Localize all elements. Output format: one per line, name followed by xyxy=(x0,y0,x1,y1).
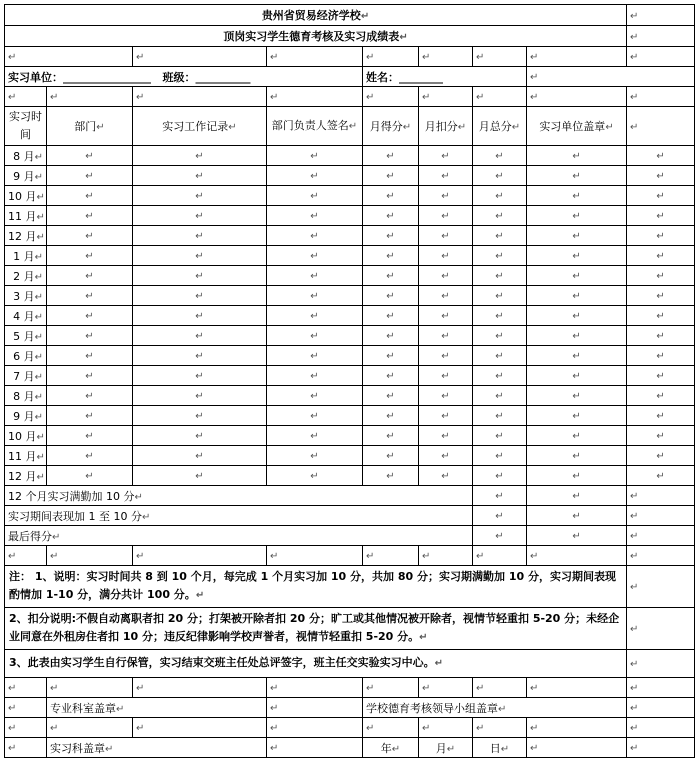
month-row xyxy=(5,466,695,486)
header-signer: 部门负责人签名↵ xyxy=(267,107,363,146)
month-row xyxy=(5,346,695,366)
record-cell[interactable]: ↵ xyxy=(133,266,267,286)
blank-cell: ↵ xyxy=(627,738,695,758)
stamp-cell[interactable]: ↵ xyxy=(527,226,627,246)
stamp-cell[interactable]: ↵ xyxy=(527,206,627,226)
month-label: 12 月↵ xyxy=(5,466,47,486)
month-label: 10 月↵ xyxy=(5,426,47,446)
blank-cell: ↵ xyxy=(363,47,419,67)
blank-cell: ↵ xyxy=(627,326,695,346)
deduct-cell[interactable]: ↵ xyxy=(419,446,473,466)
blank-cell: ↵ xyxy=(5,698,47,718)
header-month-deduct: 月扣分↵ xyxy=(419,107,473,146)
month-row xyxy=(5,426,695,446)
month-row xyxy=(5,206,695,226)
deduct-cell[interactable]: ↵ xyxy=(419,466,473,486)
blank-cell: ↵ xyxy=(527,738,627,758)
blank-cell: ↵ xyxy=(5,546,47,566)
total-cell[interactable]: ↵ xyxy=(473,386,527,406)
month-row xyxy=(5,406,695,426)
date-month[interactable]: 月↵ xyxy=(419,738,473,758)
signer-cell[interactable]: ↵ xyxy=(267,206,363,226)
blank-cell: ↵ xyxy=(627,366,695,386)
summary-performance-value[interactable]: ↵ xyxy=(473,506,527,526)
signer-cell[interactable]: ↵ xyxy=(267,146,363,166)
dept-cell[interactable]: ↵ xyxy=(47,326,133,346)
blank-cell: ↵ xyxy=(527,506,627,526)
blank-cell: ↵ xyxy=(627,386,695,406)
total-cell[interactable]: ↵ xyxy=(473,166,527,186)
signer-cell[interactable]: ↵ xyxy=(267,246,363,266)
blank-cell: ↵ xyxy=(267,718,363,738)
blank-cell: ↵ xyxy=(5,718,47,738)
unit-blank[interactable]: ________________ xyxy=(63,70,151,84)
dept-cell[interactable]: ↵ xyxy=(47,266,133,286)
blank-cell: ↵ xyxy=(627,87,695,107)
blank-cell: ↵ xyxy=(5,87,47,107)
record-cell[interactable]: ↵ xyxy=(133,366,267,386)
note-3: 3、此表由实习学生自行保管，实习结束交班主任处总评签字，班主任交实验实习中心。↵ xyxy=(5,650,627,678)
stamp-cell[interactable]: ↵ xyxy=(527,386,627,406)
total-cell[interactable]: ↵ xyxy=(473,286,527,306)
signer-cell[interactable]: ↵ xyxy=(267,186,363,206)
blank-cell: ↵ xyxy=(627,146,695,166)
score-cell[interactable]: ↵ xyxy=(363,166,419,186)
month-label: 7 月↵ xyxy=(5,366,47,386)
dept-cell[interactable]: ↵ xyxy=(47,246,133,266)
note-2: 2、扣分说明:不假自动离职者扣 20 分；打架被开除者扣 20 分；旷工或其他情况被开除者，视情节轻重扣 5-20 分；未经企业同意在外租房住者扣 10 分；违反纪律影响学校声誉者，视情节轻重扣 5-20 分。↵ xyxy=(5,608,627,650)
edge-cell: ↵ xyxy=(627,5,695,26)
month-label: 11 月↵ xyxy=(5,446,47,466)
month-label: 4 月↵ xyxy=(5,306,47,326)
score-cell[interactable]: ↵ xyxy=(363,306,419,326)
blank-cell: ↵ xyxy=(627,306,695,326)
score-cell[interactable]: ↵ xyxy=(363,386,419,406)
month-row xyxy=(5,326,695,346)
signer-cell[interactable]: ↵ xyxy=(267,346,363,366)
blank-cell: ↵ xyxy=(419,47,473,67)
blank-cell: ↵ xyxy=(627,678,695,698)
blank-cell: ↵ xyxy=(363,546,419,566)
month-row xyxy=(5,366,695,386)
deduct-cell[interactable]: ↵ xyxy=(419,266,473,286)
month-row xyxy=(5,246,695,266)
header-time: 实习时间 xyxy=(5,107,47,146)
score-cell[interactable]: ↵ xyxy=(363,206,419,226)
blank-cell: ↵ xyxy=(627,286,695,306)
dept-cell[interactable]: ↵ xyxy=(47,466,133,486)
blank-cell: ↵ xyxy=(627,466,695,486)
blank-cell: ↵ xyxy=(473,678,527,698)
dept-cell[interactable]: ↵ xyxy=(47,146,133,166)
blank-cell: ↵ xyxy=(627,47,695,67)
total-cell[interactable]: ↵ xyxy=(473,146,527,166)
stamp-cell[interactable]: ↵ xyxy=(527,246,627,266)
stamp-cell[interactable]: ↵ xyxy=(527,326,627,346)
record-cell[interactable]: ↵ xyxy=(133,426,267,446)
month-row xyxy=(5,146,695,166)
stamp-cell[interactable]: ↵ xyxy=(527,286,627,306)
blank-cell: ↵ xyxy=(527,546,627,566)
practice-stamp-label: 实习科盖章↵ xyxy=(47,738,267,758)
total-cell[interactable]: ↵ xyxy=(473,426,527,446)
record-cell[interactable]: ↵ xyxy=(133,186,267,206)
stamp-cell[interactable]: ↵ xyxy=(527,306,627,326)
blank-cell: ↵ xyxy=(267,546,363,566)
deduct-cell[interactable]: ↵ xyxy=(419,206,473,226)
record-cell[interactable]: ↵ xyxy=(133,286,267,306)
blank-cell: ↵ xyxy=(627,346,695,366)
blank-cell: ↵ xyxy=(627,186,695,206)
unit-class-row: 实习单位：________________ 班级：__________ xyxy=(5,67,363,87)
blank-cell: ↵ xyxy=(473,47,527,67)
month-label: 6 月↵ xyxy=(5,346,47,366)
total-cell[interactable]: ↵ xyxy=(473,266,527,286)
signer-cell[interactable]: ↵ xyxy=(267,306,363,326)
score-cell[interactable]: ↵ xyxy=(363,406,419,426)
total-cell[interactable]: ↵ xyxy=(473,246,527,266)
blank-cell: ↵ xyxy=(627,608,695,650)
blank-cell: ↵ xyxy=(473,546,527,566)
blank-cell: ↵ xyxy=(267,47,363,67)
blank-cell: ↵ xyxy=(473,718,527,738)
stamp-cell[interactable]: ↵ xyxy=(527,186,627,206)
note-1: 注： 1、说明：实习时间共 8 到 10 个月，每完成 1 个月实习加 10 分，共加 80 分；实习期满勤加 10 分，实习期间表现酌情加 1-10 分，满分共计 100 分。↵ xyxy=(5,566,627,608)
month-label: 12 月↵ xyxy=(5,226,47,246)
blank-cell: ↵ xyxy=(363,87,419,107)
blank-cell: ↵ xyxy=(267,738,363,758)
dept-cell[interactable]: ↵ xyxy=(47,166,133,186)
blank-cell: ↵ xyxy=(527,718,627,738)
month-row xyxy=(5,166,695,186)
score-cell[interactable]: ↵ xyxy=(363,186,419,206)
dept-cell[interactable]: ↵ xyxy=(47,426,133,446)
deduct-cell[interactable]: ↵ xyxy=(419,166,473,186)
blank-cell: ↵ xyxy=(627,426,695,446)
blank-cell: ↵ xyxy=(627,698,695,718)
total-cell[interactable]: ↵ xyxy=(473,206,527,226)
deduct-cell[interactable]: ↵ xyxy=(419,366,473,386)
blank-cell: ↵ xyxy=(267,698,363,718)
edge-cell: ↵ xyxy=(627,26,695,47)
blank-cell: ↵ xyxy=(5,47,133,67)
month-row xyxy=(5,446,695,466)
month-row xyxy=(5,306,695,326)
record-cell[interactable]: ↵ xyxy=(133,346,267,366)
month-row xyxy=(5,286,695,306)
blank-cell: ↵ xyxy=(627,566,695,608)
month-label: 2 月↵ xyxy=(5,266,47,286)
month-label: 9 月↵ xyxy=(5,406,47,426)
month-row xyxy=(5,226,695,246)
blank-cell: ↵ xyxy=(627,506,695,526)
score-cell[interactable]: ↵ xyxy=(363,346,419,366)
blank-cell: ↵ xyxy=(627,718,695,738)
score-cell[interactable]: ↵ xyxy=(363,226,419,246)
signer-cell[interactable]: ↵ xyxy=(267,446,363,466)
stamp-cell[interactable]: ↵ xyxy=(527,346,627,366)
dept-cell[interactable]: ↵ xyxy=(47,386,133,406)
record-cell[interactable]: ↵ xyxy=(133,306,267,326)
blank-cell: ↵ xyxy=(5,678,47,698)
score-cell[interactable]: ↵ xyxy=(363,266,419,286)
stamp-cell[interactable]: ↵ xyxy=(527,406,627,426)
dept-cell[interactable]: ↵ xyxy=(47,366,133,386)
stamp-cell[interactable]: ↵ xyxy=(527,146,627,166)
date-day[interactable]: 日↵ xyxy=(473,738,527,758)
month-label: 9 月↵ xyxy=(5,166,47,186)
blank-cell: ↵ xyxy=(267,678,363,698)
month-label: 10 月↵ xyxy=(5,186,47,206)
blank-cell: ↵ xyxy=(133,546,267,566)
dept-cell[interactable]: ↵ xyxy=(47,226,133,246)
deduct-cell[interactable]: ↵ xyxy=(419,226,473,246)
blank-cell: ↵ xyxy=(267,87,363,107)
blank-cell: ↵ xyxy=(527,526,627,546)
school-title: 贵州省贸易经济学校↵ xyxy=(5,5,627,26)
total-cell[interactable]: ↵ xyxy=(473,446,527,466)
record-cell[interactable]: ↵ xyxy=(133,326,267,346)
date-year[interactable]: 年↵ xyxy=(363,738,419,758)
score-cell[interactable]: ↵ xyxy=(363,426,419,446)
blank-cell: ↵ xyxy=(527,87,627,107)
blank-cell: ↵ xyxy=(419,678,473,698)
blank-cell: ↵ xyxy=(47,546,133,566)
signer-cell[interactable]: ↵ xyxy=(267,226,363,246)
deduct-cell[interactable]: ↵ xyxy=(419,246,473,266)
stamp-cell[interactable]: ↵ xyxy=(527,466,627,486)
record-cell[interactable]: ↵ xyxy=(133,466,267,486)
deduct-cell[interactable]: ↵ xyxy=(419,306,473,326)
deduct-cell[interactable]: ↵ xyxy=(419,146,473,166)
deduct-cell[interactable]: ↵ xyxy=(419,346,473,366)
month-label: 1 月↵ xyxy=(5,246,47,266)
blank-cell: ↵ xyxy=(527,678,627,698)
score-cell[interactable]: ↵ xyxy=(363,146,419,166)
month-label: 3 月↵ xyxy=(5,286,47,306)
record-cell[interactable]: ↵ xyxy=(133,386,267,406)
total-cell[interactable]: ↵ xyxy=(473,186,527,206)
score-cell[interactable]: ↵ xyxy=(363,286,419,306)
stamp-cell[interactable]: ↵ xyxy=(527,166,627,186)
stamp-cell[interactable]: ↵ xyxy=(527,426,627,446)
name-blank[interactable]: ________ xyxy=(399,70,443,84)
header-month-score: 月得分↵ xyxy=(363,107,419,146)
record-cell[interactable]: ↵ xyxy=(133,246,267,266)
deduct-cell[interactable]: ↵ xyxy=(419,386,473,406)
total-cell[interactable]: ↵ xyxy=(473,406,527,426)
blank-cell: ↵ xyxy=(627,546,695,566)
summary-final-value[interactable]: ↵ xyxy=(473,526,527,546)
header-stamp: 实习单位盖章↵ xyxy=(527,107,627,146)
blank-cell: ↵ xyxy=(527,486,627,506)
dept-cell[interactable]: ↵ xyxy=(47,206,133,226)
blank-cell: ↵ xyxy=(627,446,695,466)
summary-full-attendance-value[interactable]: ↵ xyxy=(473,486,527,506)
blank-cell: ↵ xyxy=(47,718,133,738)
committee-stamp-label: 学校德育考核领导小组盖章↵ xyxy=(363,698,627,718)
class-blank[interactable]: __________ xyxy=(195,70,251,84)
dept-cell[interactable]: ↵ xyxy=(47,446,133,466)
score-cell[interactable]: ↵ xyxy=(363,326,419,346)
blank-cell: ↵ xyxy=(363,678,419,698)
blank-cell: ↵ xyxy=(473,87,527,107)
blank-cell: ↵ xyxy=(419,87,473,107)
blank-cell: ↵ xyxy=(627,206,695,226)
signer-cell[interactable]: ↵ xyxy=(267,386,363,406)
signer-cell[interactable]: ↵ xyxy=(267,286,363,306)
blank-cell: ↵ xyxy=(133,678,267,698)
blank-cell: ↵ xyxy=(47,87,133,107)
dept-cell[interactable]: ↵ xyxy=(47,186,133,206)
blank-cell: ↵ xyxy=(419,546,473,566)
month-label: 5 月↵ xyxy=(5,326,47,346)
blank-cell: ↵ xyxy=(627,246,695,266)
blank-cell: ↵ xyxy=(627,266,695,286)
signer-cell[interactable]: ↵ xyxy=(267,266,363,286)
total-cell[interactable]: ↵ xyxy=(473,326,527,346)
header-dept: 部门↵ xyxy=(47,107,133,146)
signer-cell[interactable]: ↵ xyxy=(267,406,363,426)
blank-cell: ↵ xyxy=(5,738,47,758)
signer-cell[interactable]: ↵ xyxy=(267,426,363,446)
stamp-cell[interactable]: ↵ xyxy=(527,446,627,466)
score-cell[interactable]: ↵ xyxy=(363,246,419,266)
deduct-cell[interactable]: ↵ xyxy=(419,286,473,306)
name-row: 姓名：________ xyxy=(363,67,527,87)
blank-cell: ↵ xyxy=(133,718,267,738)
form-title: 顶岗实习学生德育考核及实习成绩表↵ xyxy=(5,26,627,47)
total-cell[interactable]: ↵ xyxy=(473,306,527,326)
signer-cell[interactable]: ↵ xyxy=(267,326,363,346)
record-cell[interactable]: ↵ xyxy=(133,146,267,166)
month-row xyxy=(5,186,695,206)
deduct-cell[interactable]: ↵ xyxy=(419,426,473,446)
record-cell[interactable]: ↵ xyxy=(133,206,267,226)
month-row xyxy=(5,386,695,406)
total-cell[interactable]: ↵ xyxy=(473,226,527,246)
blank-cell: ↵ xyxy=(627,526,695,546)
blank-cell: ↵ xyxy=(627,166,695,186)
summary-final: 最后得分↵ xyxy=(5,526,473,546)
score-cell[interactable]: ↵ xyxy=(363,366,419,386)
dept-cell[interactable]: ↵ xyxy=(47,346,133,366)
blank-cell: ↵ xyxy=(363,718,419,738)
record-cell[interactable]: ↵ xyxy=(133,406,267,426)
month-row xyxy=(5,266,695,286)
blank-cell: ↵ xyxy=(527,47,627,67)
record-cell[interactable]: ↵ xyxy=(133,446,267,466)
stamp-cell[interactable]: ↵ xyxy=(527,266,627,286)
record-cell[interactable]: ↵ xyxy=(133,226,267,246)
blank-cell: ↵ xyxy=(627,226,695,246)
score-cell[interactable]: ↵ xyxy=(363,446,419,466)
blank-cell: ↵ xyxy=(627,107,695,146)
total-cell[interactable]: ↵ xyxy=(473,466,527,486)
month-rows xyxy=(5,146,695,486)
signer-cell[interactable]: ↵ xyxy=(267,166,363,186)
dept-cell[interactable]: ↵ xyxy=(47,286,133,306)
month-label: 8 月↵ xyxy=(5,386,47,406)
blank-cell: ↵ xyxy=(133,47,267,67)
blank-cell: ↵ xyxy=(133,87,267,107)
dept-cell[interactable]: ↵ xyxy=(47,306,133,326)
blank-cell: ↵ xyxy=(627,486,695,506)
month-label: 8 月↵ xyxy=(5,146,47,166)
total-cell[interactable]: ↵ xyxy=(473,346,527,366)
deduct-cell[interactable]: ↵ xyxy=(419,186,473,206)
signer-cell[interactable]: ↵ xyxy=(267,366,363,386)
deduct-cell[interactable]: ↵ xyxy=(419,406,473,426)
blank-cell: ↵ xyxy=(527,67,695,87)
dept-stamp-label: 专业科室盖章↵ xyxy=(47,698,267,718)
total-cell[interactable]: ↵ xyxy=(473,366,527,386)
assessment-form-table xyxy=(4,4,695,758)
dept-cell[interactable]: ↵ xyxy=(47,406,133,426)
score-cell[interactable]: ↵ xyxy=(363,466,419,486)
signer-cell[interactable]: ↵ xyxy=(267,466,363,486)
stamp-cell[interactable]: ↵ xyxy=(527,366,627,386)
blank-cell: ↵ xyxy=(47,678,133,698)
header-month-total: 月总分↵ xyxy=(473,107,527,146)
blank-cell: ↵ xyxy=(627,650,695,678)
blank-cell: ↵ xyxy=(419,718,473,738)
deduct-cell[interactable]: ↵ xyxy=(419,326,473,346)
blank-cell: ↵ xyxy=(627,406,695,426)
record-cell[interactable]: ↵ xyxy=(133,166,267,186)
header-record: 实习工作记录↵ xyxy=(133,107,267,146)
summary-performance: 实习期间表现加 1 至 10 分↵ xyxy=(5,506,473,526)
summary-full-attendance: 12 个月实习满勤加 10 分↵ xyxy=(5,486,473,506)
month-label: 11 月↵ xyxy=(5,206,47,226)
